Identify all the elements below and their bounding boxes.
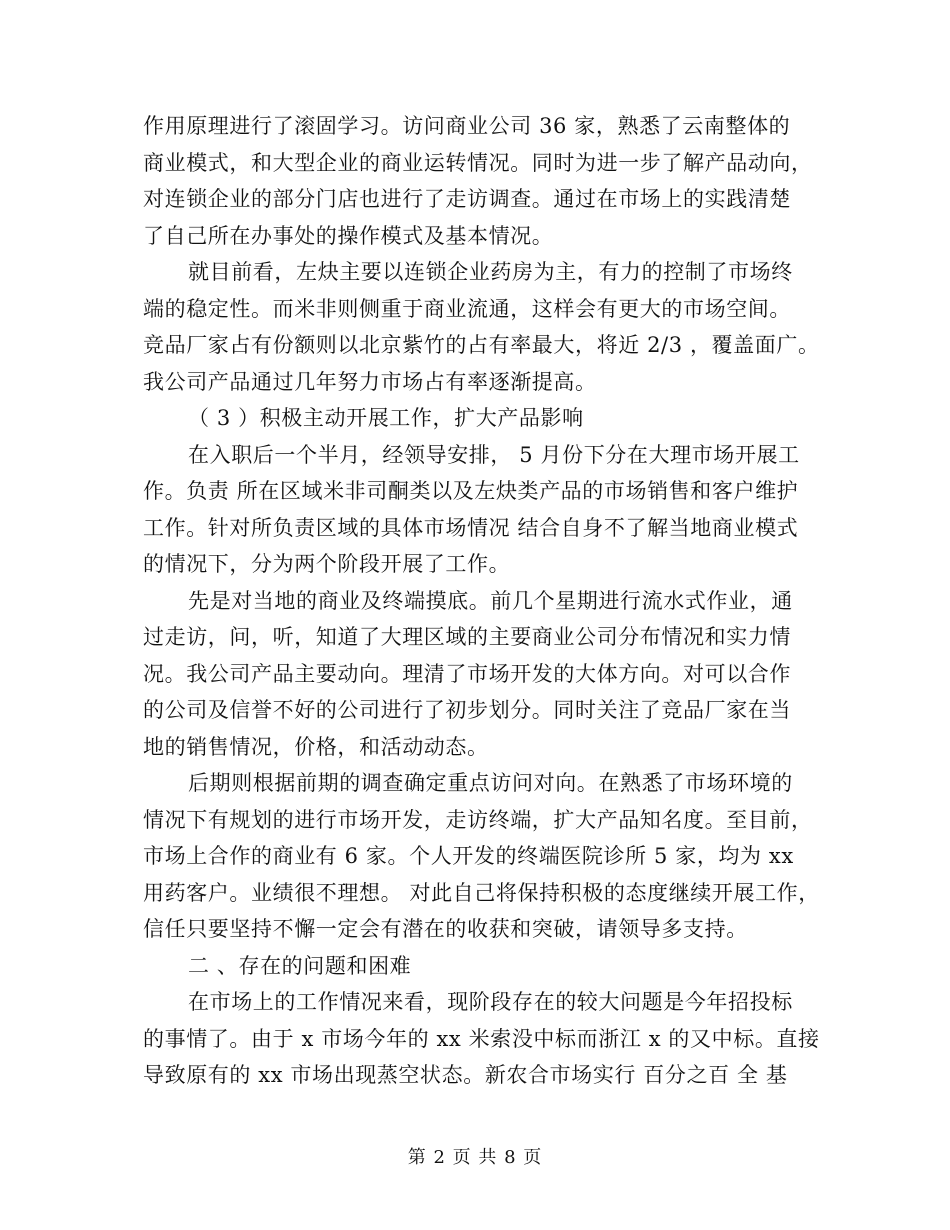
text-line: 了自己所在办事处的操作模式及基本情况。	[143, 223, 554, 248]
text-line: 的事情了。由于 x 市场今年的 xx 米索没中标而浙江 x 的又中标。直接	[143, 1026, 820, 1051]
text-line: 情况下有规划的进行市场开发，走访终端，扩大产品知名度。至目前，	[143, 807, 813, 832]
text-line: 作用原理进行了滚固学习。访问商业公司 36 家，熟悉了云南整体的	[143, 114, 791, 138]
text-line: 况。我公司产品主要动向。理清了市场开发的大体方向。对可以合作	[143, 661, 791, 686]
paragraph-market-status	[143, 254, 823, 400]
heading-text: （ 3 ）积极主动开展工作，扩大产品影响	[188, 406, 584, 430]
paragraph-second-stage	[143, 765, 823, 948]
text-line: 在入职后一个半月，经领导安排， 5 月份下分在大理市场开展工	[188, 442, 800, 467]
text-line: 先是对当地的商业及终端摸底。前几个星期进行流水式作业，通	[188, 588, 793, 613]
text-line: 对连锁企业的部分门店也进行了走访调查。通过在市场上的实践清楚	[143, 187, 791, 211]
text-line: 市场上合作的商业有 6 家。个人开发的终端医院诊所 5 家，均为 xx	[143, 844, 794, 868]
text-line: 我公司产品通过几年努力市场占有率逐渐提高。	[143, 369, 597, 394]
text-line: 在市场上的工作情况来看，现阶段存在的较大问题是今年招投标	[188, 990, 793, 1014]
text-line: 用药客户。业绩很不理想。 对此自己将保持积极的态度继续开展工作，	[143, 880, 820, 905]
text-line: 过走访，问，听，知道了大理区域的主要商业公司分布情况和实力情	[143, 625, 791, 649]
section-heading-3	[143, 400, 823, 437]
page-number-footer: 第 2 页 共 8 页	[407, 1147, 543, 1168]
heading-text: 二 、存在的问题和困难	[188, 953, 412, 978]
text-line: 导致原有的 xx 市场出现蒸空状态。新农合市场实行 百分之百 全 基	[143, 1063, 788, 1087]
paragraph-research	[143, 108, 823, 254]
text-line: 就目前看，左炔主要以连锁企业药房为主，有力的控制了市场终	[188, 260, 793, 284]
paragraph-bidding-issue	[143, 984, 823, 1094]
section-heading-problems	[143, 948, 823, 985]
text-line: 端的稳定性。而米非则侧重于商业流通，这样会有更大的市场空间。	[143, 296, 791, 321]
paragraph-dali-assignment	[143, 437, 823, 583]
text-line: 商业模式，和大型企业的商业运转情况。同时为进一步了解产品动向，	[143, 150, 813, 175]
text-line: 的公司及信誉不好的公司进行了初步划分。同时关注了竞品厂家在当	[143, 698, 791, 722]
text-line: 后期则根据前期的调查确定重点访问对向。在熟悉了市场环境的	[188, 771, 793, 795]
document-body	[143, 108, 823, 1094]
text-line: 地的销售情况，价格，和活动动态。	[143, 734, 489, 759]
text-line: 工作。针对所负责区域的具体市场情况 结合自身不了解当地商业模式	[143, 515, 799, 540]
text-line: 竞品厂家占有份额则以北京紫竹的占有率最大，将近 2/3 ，覆盖面广。	[143, 333, 820, 357]
text-line: 信任只要坚持不懈一定会有潜在的收获和突破，请领导多支持。	[143, 917, 748, 941]
paragraph-first-stage	[143, 583, 823, 766]
text-line: 作。负责 所在区域米非司酮类以及左炔类产品的市场销售和客户维护	[143, 479, 799, 503]
text-line: 的情况下，分为两个阶段开展了工作。	[143, 552, 511, 576]
